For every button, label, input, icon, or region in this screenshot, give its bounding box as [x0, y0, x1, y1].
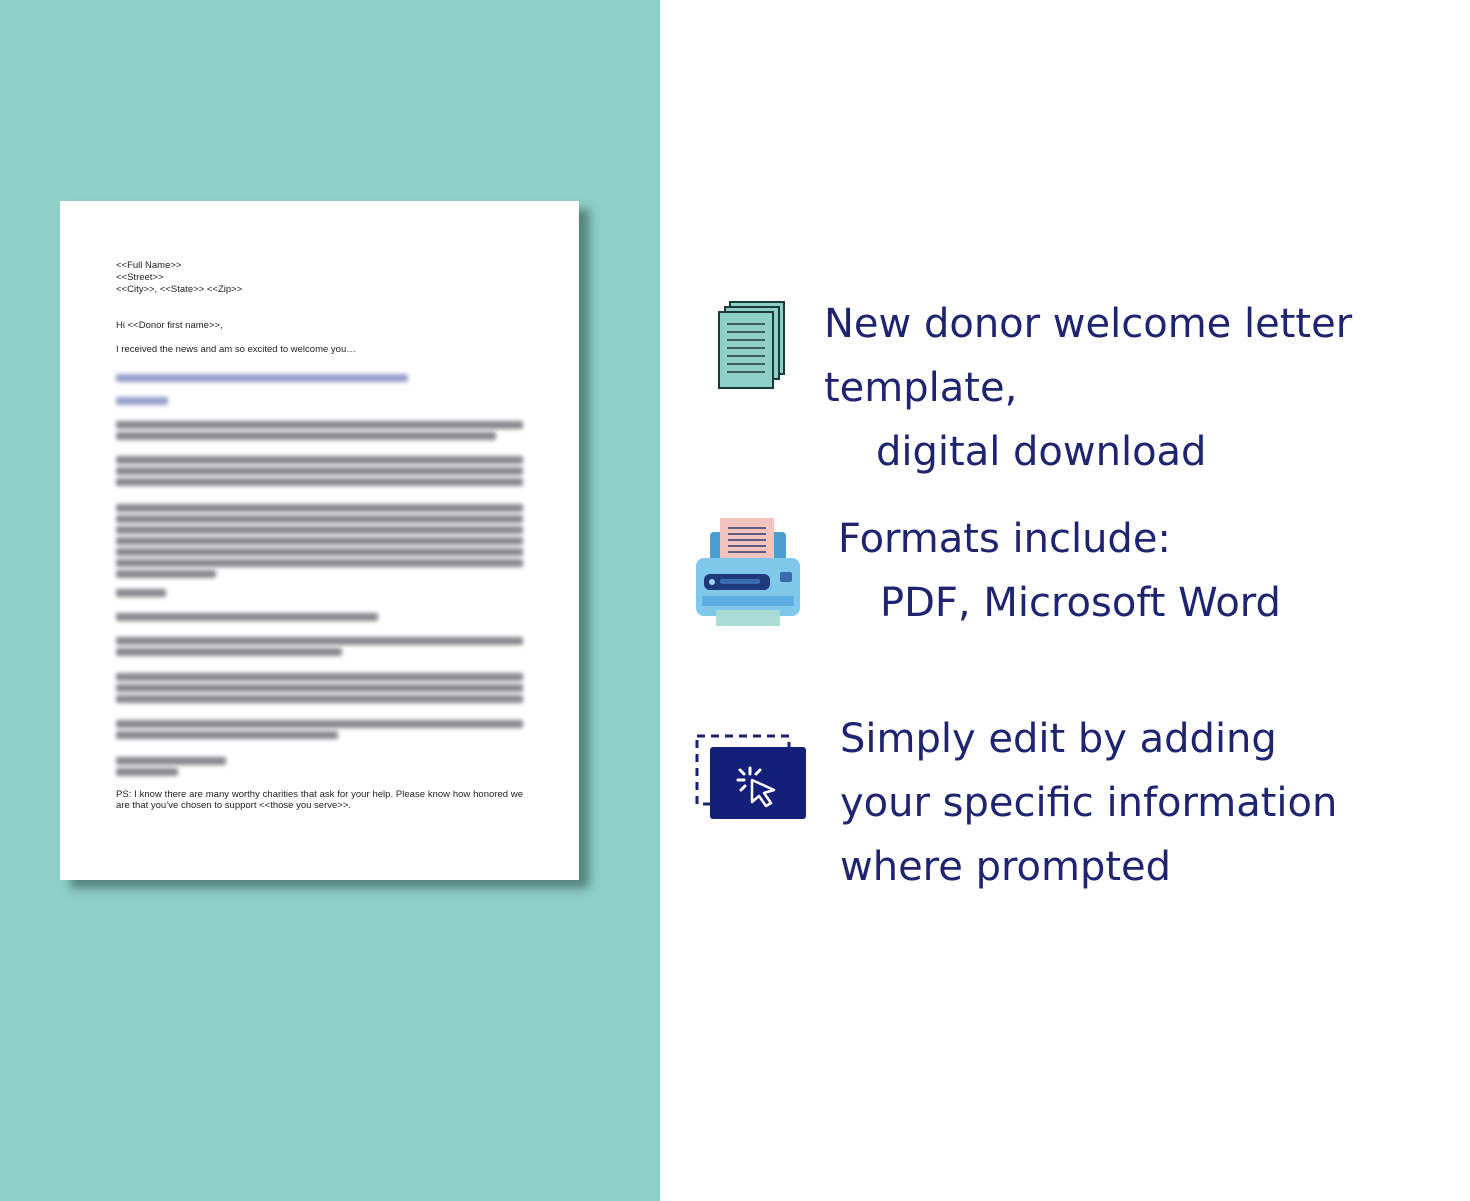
document-stack-icon [716, 300, 788, 392]
click-edit-icon [694, 732, 808, 822]
address-line-name: <<Full Name>> [116, 260, 182, 271]
letter-intro: I received the news and am so excited to welcome you… [116, 344, 356, 355]
feature-formats-text: Formats include: PDF, Microsoft Word [838, 516, 1281, 626]
printer-icon [694, 516, 802, 630]
address-line-street: <<Street>> [116, 272, 164, 283]
letter-preview [60, 201, 579, 880]
letter-ps: PS: I know there are many worthy charities that ask for your help. Please know how honored we are that you’ve chosen to support <<those you serve>>. [116, 789, 523, 811]
feature-edit-text: Simply edit by adding your specific information where prompted [840, 716, 1338, 890]
letter-greeting: Hi <<Donor first name>>, [116, 320, 223, 331]
feature-template-text: New donor welcome letter template, digital download [824, 301, 1353, 475]
left-panel [0, 0, 660, 1201]
address-line-city: <<City>>, <<State>> <<Zip>> [116, 284, 243, 295]
